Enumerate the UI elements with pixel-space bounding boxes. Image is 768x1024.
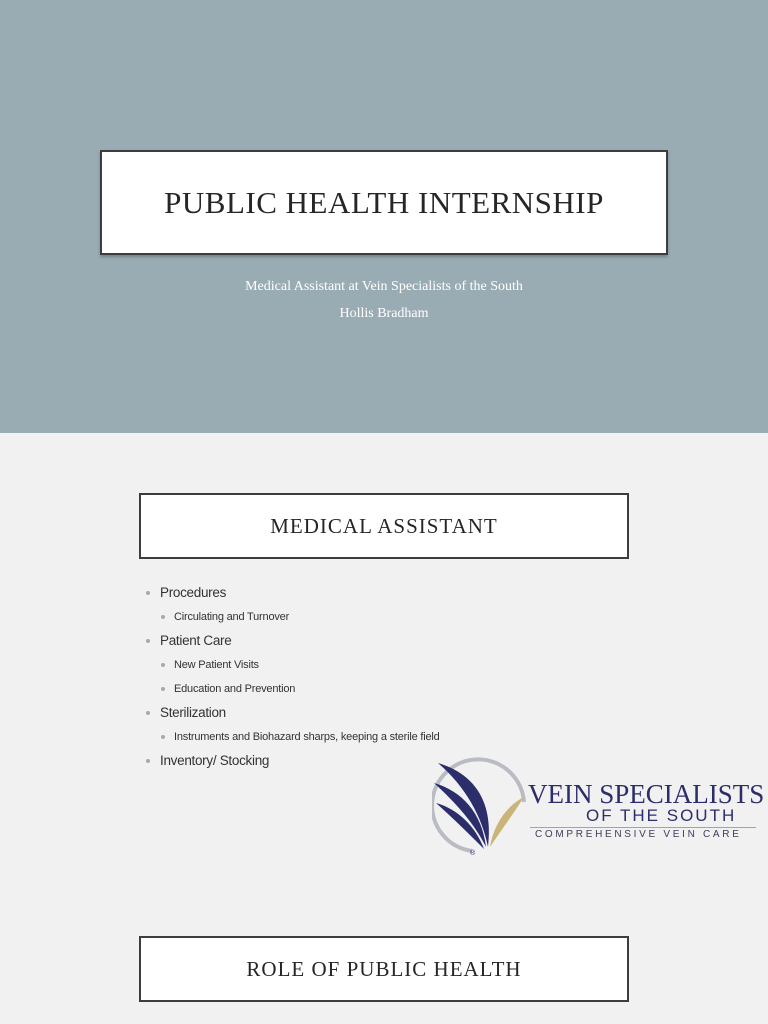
logo-divider <box>530 827 756 828</box>
bullet-list <box>146 582 566 774</box>
section-header-box <box>139 936 629 1002</box>
bullet-icon <box>146 591 150 595</box>
title-slide <box>0 0 768 433</box>
vein-logo-icon <box>432 757 532 857</box>
list-item <box>146 630 566 654</box>
bullet-icon <box>146 711 150 715</box>
list-subitem <box>146 678 566 702</box>
list-item-text: Circulating and Turnover <box>174 611 290 623</box>
list-item-text: Inventory/ Stocking <box>160 753 270 768</box>
list-item-text: Education and Prevention <box>174 683 296 695</box>
title-box <box>100 150 668 255</box>
content-slide <box>0 433 768 1024</box>
logo-wordmark-line1: VEIN SPECIALISTS <box>528 779 765 809</box>
svg-text:®: ® <box>470 850 476 857</box>
logo-wordmark-line2: OF THE SOUTH <box>586 806 737 825</box>
subtitle-role: Medical Assistant at Vein Specialists of the South <box>245 279 523 294</box>
list-item <box>146 582 566 606</box>
company-logo <box>432 757 765 857</box>
list-item-text: New Patient Visits <box>174 659 259 671</box>
logo-tagline: COMPREHENSIVE VEIN CARE <box>535 829 742 840</box>
list-subitem <box>146 606 566 630</box>
section-header-box <box>139 493 629 559</box>
bullet-icon <box>146 759 150 763</box>
bullet-icon <box>161 687 165 691</box>
bullet-icon <box>161 663 165 667</box>
section-heading: MEDICAL ASSISTANT <box>270 513 498 538</box>
section-heading: ROLE OF PUBLIC HEALTH <box>246 956 522 981</box>
list-item-text: Instruments and Biohazard sharps, keeping a sterile field <box>174 731 440 743</box>
list-subitem <box>146 726 566 750</box>
list-item-text: Procedures <box>160 585 227 600</box>
list-item-text: Sterilization <box>160 705 226 720</box>
list-subitem <box>146 654 566 678</box>
slide-title: PUBLIC HEALTH INTERNSHIP <box>164 184 604 220</box>
bullet-icon <box>146 639 150 643</box>
bullet-icon <box>161 615 165 619</box>
bullet-icon <box>161 735 165 739</box>
subtitle-author: Hollis Bradham <box>339 306 429 321</box>
list-item <box>146 702 566 726</box>
list-item-text: Patient Care <box>160 633 232 648</box>
